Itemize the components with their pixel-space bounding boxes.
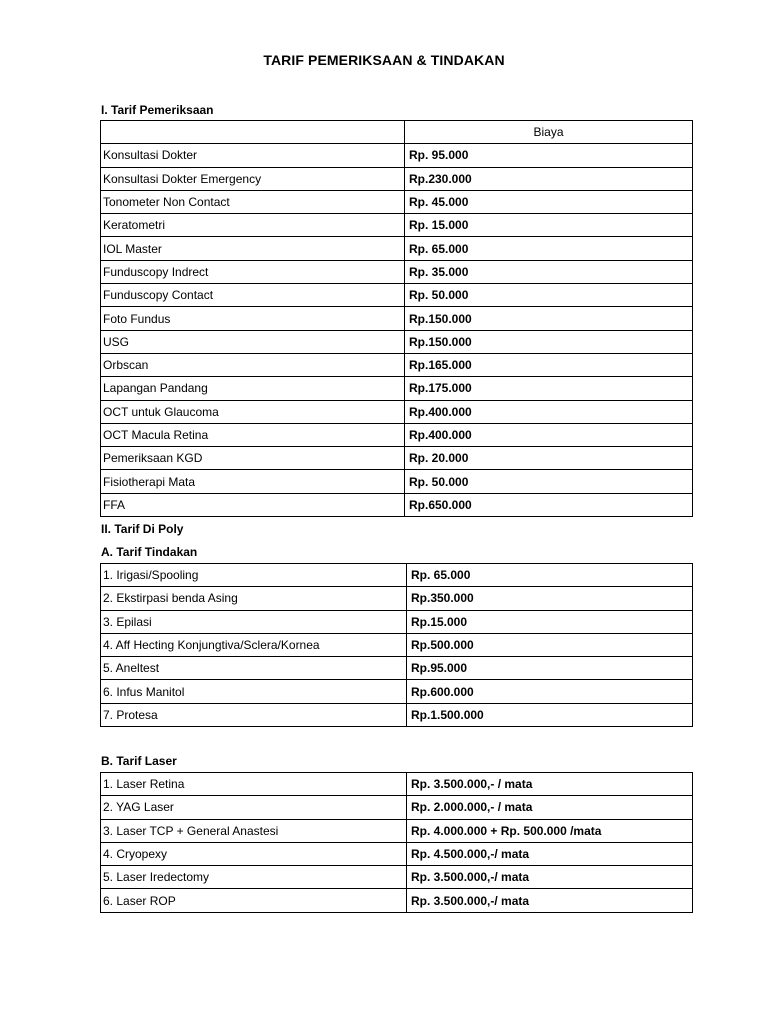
item-price-cell: Rp. 3.500.000,-/ mata: [407, 866, 693, 889]
item-name-cell: IOL Master: [101, 237, 405, 260]
table-row: [101, 353, 693, 376]
item-price-cell: Rp. 20.000: [405, 447, 693, 470]
section-2-heading: II. Tarif Di Poly: [101, 522, 184, 536]
item-price-cell: Rp. 3.500.000,-/ mata: [407, 889, 693, 912]
item-name-cell: Keratometri: [101, 214, 405, 237]
item-name-cell: 5. Aneltest: [101, 657, 407, 680]
table-row: [101, 190, 693, 213]
table-row: [101, 377, 693, 400]
item-name-cell: Konsultasi Dokter Emergency: [101, 167, 405, 190]
page-title: TARIF PEMERIKSAAN & TINDAKAN: [263, 52, 505, 68]
item-name-cell: Fisiotherapi Mata: [101, 470, 405, 493]
table-row: [101, 400, 693, 423]
header-cell-empty: [101, 121, 405, 144]
item-name-cell: OCT Macula Retina: [101, 423, 405, 446]
item-price-cell: Rp. 4.500.000,-/ mata: [407, 842, 693, 865]
table-row: [101, 889, 693, 912]
item-price-cell: Rp.500.000: [407, 633, 693, 656]
item-name-cell: FFA: [101, 493, 405, 516]
item-price-cell: Rp.175.000: [405, 377, 693, 400]
item-price-cell: Rp. 15.000: [405, 214, 693, 237]
item-price-cell: Rp. 65.000: [407, 564, 693, 587]
table-row: [101, 214, 693, 237]
item-name-cell: 1. Irigasi/Spooling: [101, 564, 407, 587]
item-name-cell: Konsultasi Dokter: [101, 144, 405, 167]
table-row: [101, 680, 693, 703]
item-price-cell: Rp.600.000: [407, 680, 693, 703]
item-name-cell: 1. Laser Retina: [101, 773, 407, 796]
item-price-cell: Rp. 95.000: [405, 144, 693, 167]
item-name-cell: 4. Aff Hecting Konjungtiva/Sclera/Kornea: [101, 633, 407, 656]
table-row: [101, 284, 693, 307]
table-row: [101, 842, 693, 865]
table-row: [101, 423, 693, 446]
item-price-cell: Rp.150.000: [405, 307, 693, 330]
item-price-cell: Rp. 65.000: [405, 237, 693, 260]
laser-tariff-table: [100, 772, 693, 913]
header-cell-biaya: Biaya: [405, 121, 693, 144]
item-price-cell: Rp.1.500.000: [407, 703, 693, 726]
item-price-cell: Rp.15.000: [407, 610, 693, 633]
item-price-cell: Rp.150.000: [405, 330, 693, 353]
item-name-cell: 3. Epilasi: [101, 610, 407, 633]
item-name-cell: Lapangan Pandang: [101, 377, 405, 400]
table-row: [101, 470, 693, 493]
table-row: [101, 330, 693, 353]
item-name-cell: Funduscopy Indrect: [101, 260, 405, 283]
item-price-cell: Rp. 4.000.000 + Rp. 500.000 /mata: [407, 819, 693, 842]
table-row: [101, 237, 693, 260]
item-price-cell: Rp. 3.500.000,- / mata: [407, 773, 693, 796]
table-row: [101, 167, 693, 190]
table-row: [101, 260, 693, 283]
item-name-cell: OCT untuk Glaucoma: [101, 400, 405, 423]
item-price-cell: Rp.400.000: [405, 423, 693, 446]
table-row: [101, 703, 693, 726]
table-row: [101, 773, 693, 796]
table-row: [101, 657, 693, 680]
table-row: [101, 587, 693, 610]
item-name-cell: 6. Laser ROP: [101, 889, 407, 912]
section-1-heading: I. Tarif Pemeriksaan: [101, 103, 214, 117]
item-name-cell: Tonometer Non Contact: [101, 190, 405, 213]
item-name-cell: Pemeriksaan KGD: [101, 447, 405, 470]
table-row: [101, 144, 693, 167]
table-row: [101, 796, 693, 819]
procedure-tariff-table: [100, 563, 693, 727]
item-name-cell: 7. Protesa: [101, 703, 407, 726]
examination-tariff-table: [100, 120, 693, 517]
item-price-cell: Rp. 45.000: [405, 190, 693, 213]
item-name-cell: 3. Laser TCP + General Anastesi: [101, 819, 407, 842]
item-name-cell: 2. YAG Laser: [101, 796, 407, 819]
item-price-cell: Rp.95.000: [407, 657, 693, 680]
item-name-cell: USG: [101, 330, 405, 353]
table-row: [101, 564, 693, 587]
item-name-cell: Orbscan: [101, 353, 405, 376]
section-2a-heading: A. Tarif Tindakan: [101, 545, 198, 559]
item-price-cell: Rp.165.000: [405, 353, 693, 376]
section-2b-heading: B. Tarif Laser: [101, 754, 177, 768]
item-name-cell: Funduscopy Contact: [101, 284, 405, 307]
table-row: [101, 307, 693, 330]
table-row: [101, 866, 693, 889]
item-price-cell: Rp. 50.000: [405, 284, 693, 307]
table-row: [101, 610, 693, 633]
item-name-cell: 4. Cryopexy: [101, 842, 407, 865]
item-price-cell: Rp.350.000: [407, 587, 693, 610]
item-price-cell: Rp. 35.000: [405, 260, 693, 283]
table-row: [101, 633, 693, 656]
item-name-cell: 6. Infus Manitol: [101, 680, 407, 703]
item-name-cell: 2. Ekstirpasi benda Asing: [101, 587, 407, 610]
item-price-cell: Rp.400.000: [405, 400, 693, 423]
item-name-cell: 5. Laser Iredectomy: [101, 866, 407, 889]
table-header-row: [101, 121, 693, 144]
item-price-cell: Rp.230.000: [405, 167, 693, 190]
table-row: [101, 493, 693, 516]
table-row: [101, 447, 693, 470]
item-name-cell: Foto Fundus: [101, 307, 405, 330]
item-price-cell: Rp.650.000: [405, 493, 693, 516]
table-row: [101, 819, 693, 842]
item-price-cell: Rp. 50.000: [405, 470, 693, 493]
item-price-cell: Rp. 2.000.000,- / mata: [407, 796, 693, 819]
